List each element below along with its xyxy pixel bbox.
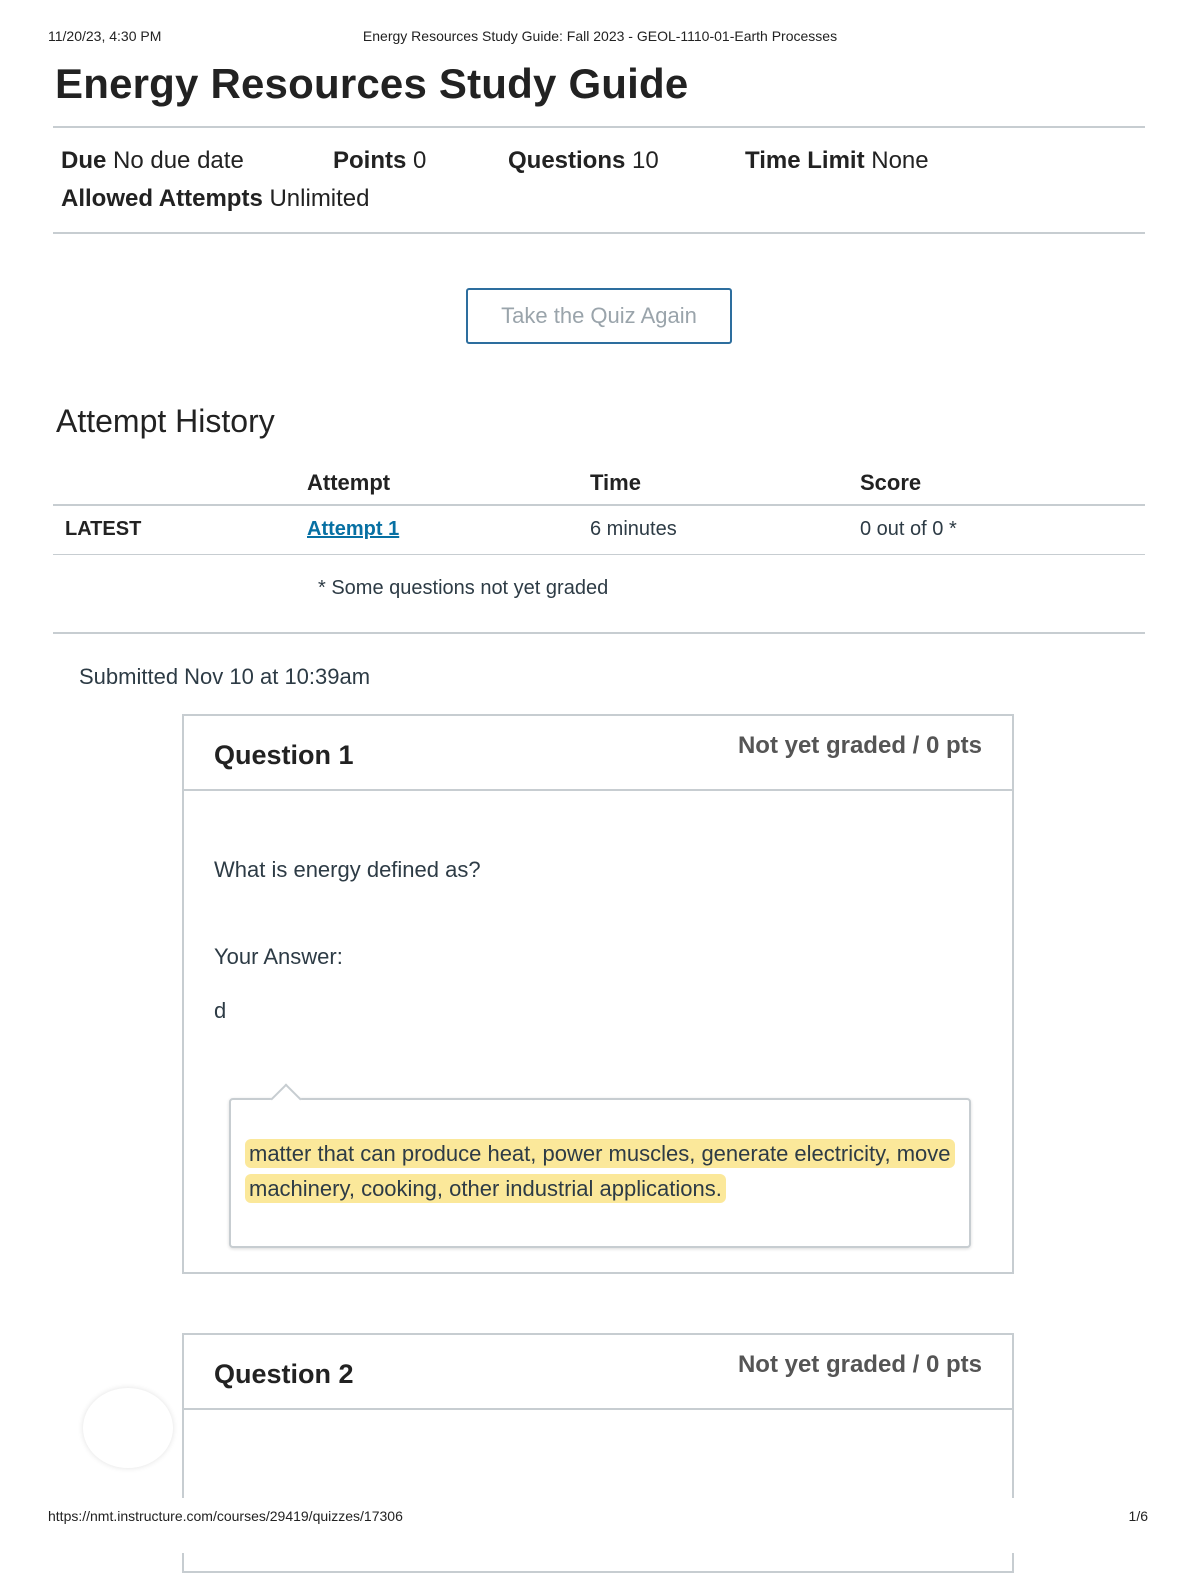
comment-pointer <box>270 1083 301 1114</box>
question-title: Question 2 <box>214 1359 354 1389</box>
allowed-attempts-meta <box>61 185 370 213</box>
questions-value: 10 <box>632 147 659 174</box>
print-footer <box>48 1508 1148 1528</box>
question-header <box>184 716 1012 791</box>
attempt-history-title: Attempt History <box>56 403 275 439</box>
question-header <box>184 1335 1012 1410</box>
questions-meta <box>508 147 659 175</box>
time-limit-value: None <box>871 147 929 174</box>
your-answer-label: Your Answer: <box>214 944 343 969</box>
divider <box>53 632 1145 634</box>
ungraded-note: * Some questions not yet graded <box>318 577 609 599</box>
due-value: No due date <box>113 147 244 174</box>
answer-text: d <box>214 998 227 1023</box>
print-timestamp: 11/20/23, 4:30 PM <box>48 28 162 44</box>
attempts-value: Unlimited <box>269 185 370 212</box>
due-meta <box>61 147 244 175</box>
comment-text: matter that can produce heat, power muscles, generate electricity, move machinery, cooking, other industrial applications. <box>245 1139 955 1203</box>
comment-bubble <box>229 1098 971 1248</box>
print-header <box>48 28 1152 48</box>
column-header-score: Score <box>860 470 922 495</box>
attempt-time: 6 minutes <box>590 518 677 540</box>
print-document-title: Energy Resources Study Guide: Fall 2023 - GEOL-1110-01-Earth Processes <box>362 28 838 44</box>
due-label: Due <box>61 147 107 174</box>
time-limit-meta <box>745 147 929 175</box>
question-card <box>182 714 1014 1274</box>
print-url: https://nmt.instructure.com/courses/29419/quizzes/17306 <box>48 1508 403 1524</box>
attempt-1-link[interactable]: Attempt 1 <box>307 518 400 540</box>
table-header-divider <box>53 504 1145 506</box>
question-prompt: What is energy defined as? <box>214 857 481 882</box>
table-row-divider <box>53 554 1145 555</box>
divider <box>53 126 1145 128</box>
latest-tag: LATEST <box>65 518 142 540</box>
column-header-time: Time <box>590 470 641 495</box>
points-value: 0 <box>413 147 427 174</box>
points-label: Points <box>333 147 407 174</box>
attempt-score: 0 out of 0 * <box>860 518 957 540</box>
page-number: 1/6 <box>1128 1508 1148 1524</box>
questions-label: Questions <box>508 147 626 174</box>
points-meta <box>333 147 426 175</box>
divider <box>53 232 1145 234</box>
page-title: Energy Resources Study Guide <box>55 60 689 107</box>
question-title: Question 1 <box>214 740 354 770</box>
take-quiz-again-button[interactable]: Take the Quiz Again <box>466 288 732 344</box>
column-header-attempt: Attempt <box>307 470 391 495</box>
question-status: Not yet graded / 0 pts <box>737 1351 982 1378</box>
time-limit-label: Time Limit <box>745 147 865 174</box>
question-status: Not yet graded / 0 pts <box>737 732 982 759</box>
attempts-label: Allowed Attempts <box>61 185 263 212</box>
floating-circle <box>83 1388 173 1468</box>
submitted-timestamp: Submitted Nov 10 at 10:39am <box>79 664 371 689</box>
